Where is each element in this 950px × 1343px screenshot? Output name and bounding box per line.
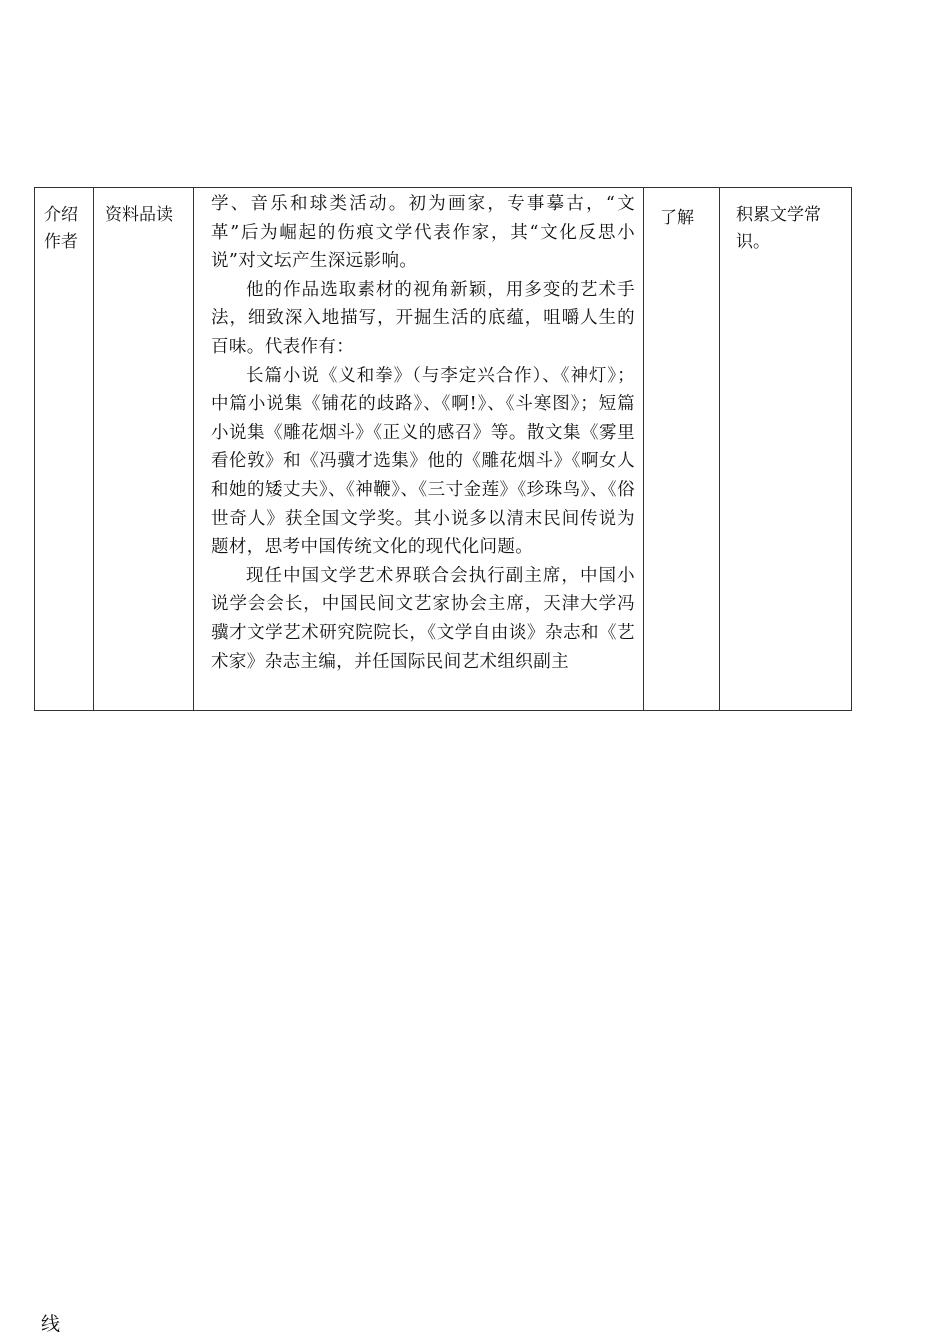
- step-label: 介绍作者: [44, 205, 78, 252]
- method-cell: [94, 188, 194, 711]
- method-label: 资料品读: [105, 205, 173, 225]
- biography-paragraph: 长篇小说《义和拳》（与李定兴合作）、《神灯》；中篇小说集《铺花的歧路》、《啊!》、《斗寒图》；短篇小说集《雕花烟斗》《正义的感召》等。散文集《雾里看伦敦》和《冯骥才选集》他的《雕花烟斗》《啊女人和她的矮丈夫》、《神鞭》、《三寸金莲》《珍珠鸟》、《俗世奇人》获全国文学奖。其小说多以清末民间传说为题材，思考中国传统文化的现代化问题。: [211, 365, 635, 558]
- lesson-plan-table: [34, 187, 852, 711]
- goal-cell: [720, 188, 852, 711]
- binding-line-mark: 线: [41, 1313, 61, 1335]
- student-activity-label: 了解: [660, 208, 694, 228]
- goal-label: 积累文学常识。: [736, 205, 821, 252]
- content-cell: [194, 188, 644, 711]
- step-cell: [35, 188, 94, 711]
- content-clip: [194, 188, 643, 710]
- biography-paragraph: 现任中国文学艺术界联合会执行副主席，中国小说学会会长，中国民间文艺家协会主席，天津大学冯骥才文学艺术研究院院长，《文学自由谈》杂志和《艺术家》杂志主编，并任国际民间艺术组织副主: [211, 565, 635, 672]
- biography-paragraph: 他的作品选取素材的视角新颖，用多变的艺术手法，细致深入地描写，开掘生活的底蕴，咀嚼人生的百味。代表作有：: [211, 279, 635, 357]
- table-row: [35, 188, 852, 711]
- biography-paragraph: 学、音乐和球类活动。初为画家，专事摹古，“文革”后为崛起的伤痕文学代表作家，其“文化反思小说”对文坛产生深远影响。: [211, 194, 635, 272]
- author-biography: [194, 188, 643, 676]
- student-activity-cell: [644, 188, 720, 711]
